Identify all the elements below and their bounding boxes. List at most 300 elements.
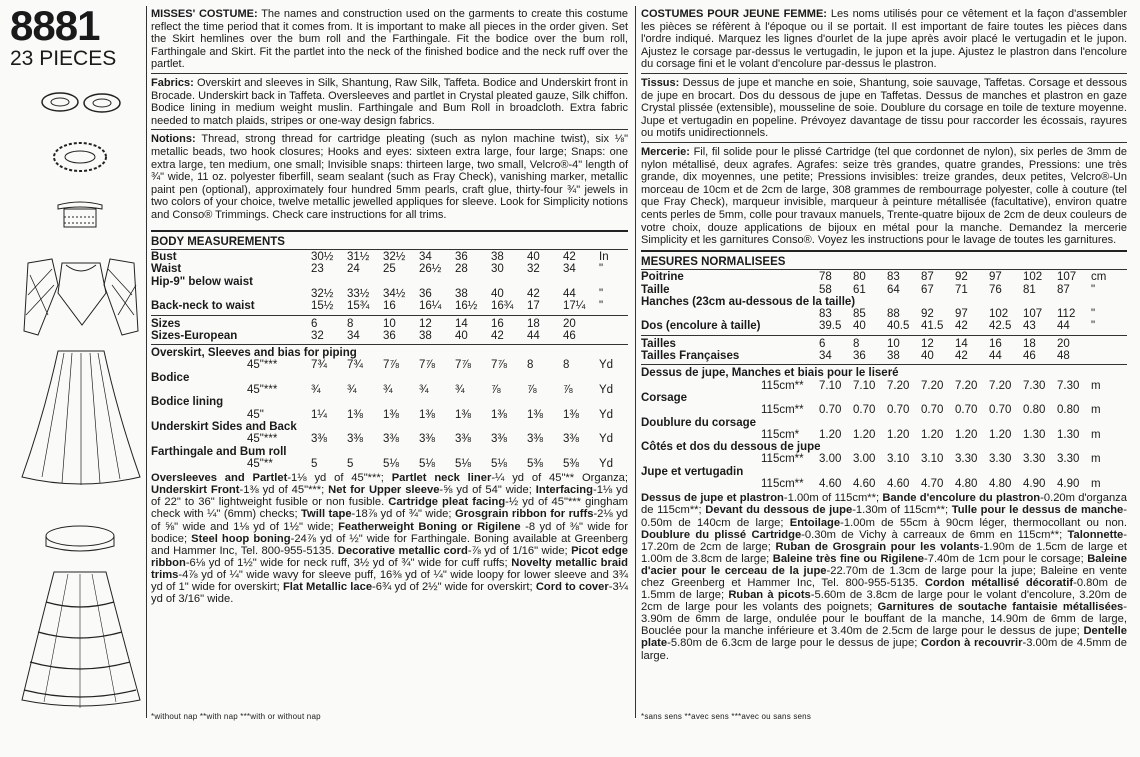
notion-amount: -½ yd of 45"*** gingham check with ¼" (6mm) checks; [151,496,628,521]
cell-value: 16¼ [419,300,442,313]
unit-label [599,276,628,288]
cell-value: 8 [347,317,354,330]
fabric-heading-row [151,421,628,433]
french-column [641,8,1127,662]
table-row [151,359,628,371]
unit-label: " [1091,308,1096,321]
cell-value: 1.20 [989,428,1012,441]
fabric-width: 45"*** [247,433,278,446]
table-row [641,271,1127,283]
cell-value: 3.00 [853,453,876,466]
cell-value: 8 [563,359,570,372]
cell-value: 38 [491,251,504,264]
cell-value: 3⅜ [419,433,435,446]
notion-name: Novelty metallic braid trims [151,556,628,581]
fabric-heading-row [641,392,1127,404]
cell-value: 0.70 [887,404,910,417]
cell-value: 8 [527,359,534,372]
cell-value [887,296,921,308]
cell-value: 20 [1057,337,1070,350]
unit-label: m [1091,428,1101,441]
row-label: Taille [641,283,670,296]
notion-amount: -5.60m de 3.8cm de large pour le volant d'encolure, 3.20m de 2cm de large pour les volants des poignets; [641,589,1127,614]
fabric-heading-row [641,441,1127,453]
cell-value [563,276,599,288]
notion-name: Featherweight Boning or Rigilene [338,520,521,533]
table-row [641,404,1127,416]
unit-label [1091,338,1127,350]
fabric-heading: Overskirt, Sleeves and bias for piping [151,347,357,360]
unit-label: Yd [599,457,614,470]
notion-amount: -2⅛ yd of ⅝" wide and 1⅛ yd of 1½" wide; [151,508,629,533]
fabric-heading: Underskirt Sides and Back [151,420,297,433]
cell-value: 87 [921,271,934,284]
cell-value: 7.10 [853,379,876,392]
intro-text-en: The names and construction used on the garments to create this costume reflect the time period that it comes from. It is important to make all pieces in the order given. Set the Skirt hemlines over the bum roll and the Farthingale. Fit the bodice over the bum roll, Farthingale and Skirt. Fit the partlet into the neck of the finished bodice and the neck ruff over the partlet. [151,8,629,71]
cell-value: 5⅜ [527,457,543,470]
intro-title-fr: COSTUMES POUR JEUNE FEMME: [641,8,827,20]
table-row [151,458,628,470]
cell-value: 87 [1057,283,1070,296]
cell-value: 40 [921,350,934,363]
body-measurements-title-fr: MESURES NORMALISEES [641,255,786,268]
cell-value: 48 [1057,350,1070,363]
cell-value: 78 [819,271,832,284]
cell-value [383,276,419,288]
cell-value: ¾ [383,384,393,397]
cell-value: 1.20 [955,428,978,441]
cell-value: 67 [921,283,934,296]
fabric-heading: Farthingale and Bum roll [151,445,287,458]
cell-value: 83 [819,308,832,321]
cell-value: 14 [955,337,968,350]
cell-value: 16½ [455,300,478,313]
cell-value: 7⅞ [455,359,471,372]
unit-label: m [1091,404,1101,417]
row-label [151,288,311,300]
notion-name: Partlet neck liner [391,472,492,485]
cell-value: 97 [955,308,968,321]
cell-value: 4.70 [921,478,944,491]
fabric-heading: Bodice lining [151,396,224,409]
cell-value: 7.20 [921,379,944,392]
table-row [151,263,628,275]
fabric-heading: Jupe et vertugadin [641,465,744,478]
notion-name: Devant du dessous de jupe [705,504,853,517]
cell-value: 42 [527,287,540,300]
table-row [641,453,1127,465]
cell-value: 0.70 [853,404,876,417]
cell-value: 71 [955,283,968,296]
cell-value: 1.20 [921,428,944,441]
row-label: Tailles Françaises [641,350,740,363]
cell-value: 107 [1057,271,1077,284]
notion-name: Cord to cover [535,580,609,593]
cell-value: 32½ [311,287,334,300]
intro-text-fr: Les noms utilisés pour ce vêtement et la façon d'assembler les pièces se réfèrent à l'époque ou il se portait. Il est important de faire toutes les pièces dans l'ordre indiqué. Marquez les lignes d'ourlet de la jupe après avoir placé le vertugadin et le jupon. Ajustez le corsage par-dessus le vertugadin, le jupon et la jupe. Ajustez le plastron dans l'encolure du corsage fini et le volant d'encolure par-dessus le plastron. [641,8,1127,71]
table-row [151,276,628,288]
cell-value: 4.60 [887,478,910,491]
unit-label: " [599,263,604,276]
cell-value: 1.30 [1057,428,1080,441]
cell-value: 44 [563,287,576,300]
cell-value: 18 [1023,337,1036,350]
bodice-sketch [18,255,143,340]
cell-value: 7.20 [955,379,978,392]
cell-value: 10 [887,337,900,350]
pattern-header [10,2,145,70]
cell-value: 43 [1023,320,1036,333]
cell-value [311,276,347,288]
measurements-table-fr [641,271,1127,332]
notion-name: Baleine très fine ou Rigilene [772,552,924,565]
cell-value: 5⅛ [491,457,507,470]
cell-value: 38 [419,329,432,342]
cell-value: 34½ [383,287,406,300]
notion-name: Twill tape [301,508,352,521]
table-row [641,380,1127,392]
cell-value: 3.30 [989,453,1012,466]
notion-name: Underskirt Front [151,484,240,497]
farthingale-sketch [18,512,143,712]
cell-value: 15½ [311,300,334,313]
notion-amount: -3.90m de 6mm de large, ondulée pour le bouffant de la manche, 14.90m de 6mm de large, Bouclée pour la manche inférieure et 3.40m de 2.5cm de large pour le dessus de jupe; [641,601,1127,638]
body-measurements-title-en: BODY MEASUREMENTS [151,235,285,248]
cell-value: 1.20 [819,428,842,441]
cell-value [419,276,455,288]
cell-value: 46 [1023,350,1036,363]
row-label: Sizes-European [151,329,238,342]
cell-value: 12 [921,337,934,350]
sizes-table-en [151,318,628,343]
notion-amount: -18⅞ yd of ¾" wide; [351,508,455,521]
notion-amount: -⅝ yd of 54" wide; [439,484,536,497]
cell-value [491,276,527,288]
cell-value: 33½ [347,287,370,300]
cell-value: 61 [853,283,866,296]
cell-value: 34 [563,263,576,276]
notion-name: Grosgrain ribbon for ruffs [454,508,594,521]
cell-value: 16 [989,337,1002,350]
fabric-width: 115cm** [761,404,804,417]
cell-value: 0.70 [921,404,944,417]
cell-value: 42 [563,251,576,264]
unit-label: cm [1091,271,1107,284]
notion-amount: -1.00m of 115cm**; [783,492,883,505]
notion-name: Ruban de Grosgrain pour les volants [775,540,980,553]
cell-value: 0.70 [819,404,842,417]
cell-value: 36 [455,251,468,264]
cell-value: 34 [419,251,432,264]
notion-amount: -3.00m de 4.5mm de large. [641,637,1127,662]
cell-value: 12 [419,317,432,330]
cell-value: 10 [383,317,396,330]
notion-amount: -1⅛ yd of 45"***; [287,472,392,485]
table-row [151,251,628,263]
fabric-heading-row [151,396,628,408]
notion-amount: -6¾ yd of 2½" wide for overskirt; [372,580,536,593]
cell-value: 42 [955,320,968,333]
unit-label: In [599,251,609,264]
cell-value: 1.20 [887,428,910,441]
cell-value [455,276,491,288]
cell-value: 24 [347,263,360,276]
fabric-width: 45" [247,408,264,421]
fabric-width: 115cm** [761,453,804,466]
notion-name: Dessus de jupe et plastron [641,492,784,505]
fabric-width: 45"** [247,457,273,470]
notion-name: Oversleeves and Partlet [151,472,288,485]
cell-value: 16¾ [491,300,514,313]
cell-value: 18 [527,317,540,330]
cell-value: 36 [419,287,432,300]
row-label: Sizes [151,317,181,330]
cell-value: 3.30 [1057,453,1080,466]
cell-value: 4.60 [853,478,876,491]
notion-amount: -⅞ yd of 1/16" wide; [467,544,572,557]
row-label: Waist [151,263,182,276]
cell-value: 40 [853,320,866,333]
cell-value: 5⅜ [563,457,579,470]
notion-amount: -3¼ yd of 3/16" wide. [151,580,628,606]
piece-count: 23 PIECES [10,47,117,70]
notion-name: Doublure du plissé Cartridge [641,528,802,541]
unit-label: m [1091,453,1101,466]
table-row [641,338,1127,350]
cell-value: 32½ [383,251,406,264]
notion-name: Tulle pour le dessus de manche [951,504,1124,517]
notion-amount: -1.90m de 1.5cm de large et 1.00m de 3.8cm de large; [641,540,1127,565]
cell-value: 85 [853,308,866,321]
notion-amount: -24⅞ yd of ½" wide for Farthingale. Boning available at Greenberg and Hammer Inc, Tel. 800-955-5135. [151,532,628,557]
notion-name: Cordon à recouvrir [920,637,1023,650]
cell-value: 5⅛ [383,457,399,470]
table-row [151,288,628,300]
cell-value: 1.20 [853,428,876,441]
fabric-width: 115cm** [761,379,804,392]
cell-value [921,296,955,308]
cell-value: 4.80 [955,478,978,491]
notion-name: Dentelle plate [641,625,1127,650]
fabric-width: 115cm** [761,478,804,491]
fabric-heading-row [641,367,1127,379]
cell-value: 64 [887,283,900,296]
cell-value: ¾ [455,384,465,397]
cell-value: 17¼ [563,300,586,313]
notion-name: Flat Metallic lace [282,580,373,593]
cell-value: 3⅜ [383,433,399,446]
fabric-heading: Côtés et dos du dessous de jupe [641,441,821,454]
cell-value: 3.30 [955,453,978,466]
cell-value: 5⅛ [419,457,435,470]
notion-amount: -4⅞ yd of ¼" wide wavy for sleeve puff, 16⅜ yd of ¼" wide loopy for lower sleeve and 3¾ yd of 1" wide for overskirt; [151,568,628,593]
notion-amount: -22.70m de 1.3cm de large pour la jupe; Baleine en vente chez Greenberg et Hammer Inc, Tel. 800-955-5135. [641,564,1127,589]
notion-name: Net for Upper sleeve [328,484,440,497]
yardage-table-fr [641,367,1127,490]
cell-value: 40 [491,287,504,300]
cell-value: 8 [853,337,860,350]
row-label: Dos (encolure à taille) [641,320,761,333]
cell-value: 1⅜ [455,408,471,421]
cell-value: 107 [1023,308,1043,321]
notion-amount: -1⅜ yd of 45"***; [239,484,329,497]
column-divider-middle [635,6,636,718]
table-row [641,429,1127,441]
cell-value: 3⅜ [455,433,471,446]
row-label: Tailles [641,337,676,350]
cell-value: 80 [853,271,866,284]
row-label: Hanches (23cm au-dessous de la taille) [641,295,856,308]
sizes-table-fr [641,338,1127,363]
cell-value: 23 [311,263,324,276]
unit-label: Yd [599,384,614,397]
cell-value: 17 [527,300,540,313]
notion-name: Ruban à picots [728,589,811,602]
cell-value: ⅞ [491,384,501,397]
cell-value: 32 [527,263,540,276]
unit-label [599,318,628,330]
column-divider-left [146,6,147,718]
cell-value: 1.30 [1023,428,1046,441]
cell-value: 26½ [419,263,442,276]
unit-label: Yd [599,408,614,421]
cell-value: 7.30 [1023,379,1046,392]
notion-amount: -6⅛ yd of 1½" wide for neck ruff, 3½ yd of ¾" wide for cuff ruffs; [185,556,512,569]
fabric-heading: Doublure du corsage [641,416,757,429]
notion-name: Baleine d'acier pour le cerceau de la jupe [641,552,1127,577]
cuff-ruff-sketch [50,137,110,177]
unit-label: Yd [599,359,614,372]
intro-en [151,8,628,71]
notion-amount: -17.20m de 2cm de large; [641,528,1127,553]
cell-value: 4.60 [819,478,842,491]
cell-value: 97 [989,271,1002,284]
unit-label: " [599,287,604,300]
cell-value: 39.5 [819,320,842,333]
measurements-table-en [151,251,628,312]
neck-ruff-sketch [50,195,110,235]
cell-value: 5 [347,457,354,470]
notions-yardage-en [151,472,628,605]
fabric-heading-row [641,417,1127,429]
fabric-width: 45"*** [247,384,278,397]
cell-value: 46 [563,329,576,342]
unit-label: Yd [599,433,614,446]
cell-value: 42.5 [989,320,1012,333]
cell-value: 34 [819,350,832,363]
cell-value: 16 [383,300,396,313]
cell-value: 3⅜ [311,433,327,446]
intro-title-en: MISSES' COSTUME: [151,8,258,20]
cell-value: 40 [455,329,468,342]
unit-label: m [1091,379,1101,392]
table-row [151,300,628,312]
cell-value: 7⅞ [491,359,507,372]
cell-value: 42 [491,329,504,342]
cell-value: 4.90 [1057,478,1080,491]
cell-value: 3⅜ [527,433,543,446]
cell-value: 36 [383,329,396,342]
table-row [641,320,1127,332]
fabric-heading-row [151,446,628,458]
fabric-heading-row [641,466,1127,478]
cell-value: 30 [491,263,504,276]
cell-value: 31½ [347,251,370,264]
unit-label: m [1091,478,1101,491]
cell-value: 6 [819,337,826,350]
cell-value: 44 [989,350,1002,363]
fabric-heading: Dessus de jupe, Manches et biais pour le liseré [641,367,899,380]
cell-value: 20 [563,317,576,330]
row-label: Back-neck to waist [151,300,255,313]
notion-amount: -7.40m de 1cm pour le corsage; [924,552,1088,565]
cell-value: 7.30 [1057,379,1080,392]
notion-amount: -0.80m de 1.5mm de large; [641,576,1128,602]
overskirt-sketch [18,345,143,490]
table-row [151,318,628,330]
cell-value: 1⅜ [563,408,579,421]
notion-amount: -8 yd of ⅜" wide for bodice; [151,520,629,545]
table-row [641,308,1127,320]
notions-text-en: Thread, strong thread for cartridge pleating (such as nylon machine twist), six ⅛" metallic beads, two hook closures; Hooks and eyes: sixteen extra large, four large; Snaps: one extra large, ten medium, one small; Invisible snaps: thirteen large, two small, Velcro®-4" length of ¾" wide, 11 oz. polyester fiberfill, seam sealant (such as Fray Check), vanishing marker, metallic paint pen (optional), approximately four hundred 5mm pearls, craft glue, thirty-four ¾" jewels in two colors of your choice, twelve metallic jewelled appliques for sleeve. Look for Simplicity notions and Conso® Trimmings. Check care instructions for all trims. [151,133,628,221]
cell-value: 3.30 [1023,453,1046,466]
notion-amount: -0.30m de Vichy à carreaux de 6mm en 115cm**; [801,528,1068,541]
table-row [151,433,628,445]
notion-name: Picot edge ribbon [151,544,628,569]
notion-name: Bande d'encolure du plastron [882,492,1041,505]
cell-value: 1⅜ [527,408,543,421]
fabrics-text-en: Overskirt and sleeves in Silk, Shantung, Raw Silk, Taffeta. Bodice and Underskirt front in Brocade. Underskirt back in Taffeta. Oversleeves and partlet in Crystal pleated gauze, Silk chiffon. Bodice lining in medium weight muslin. Farthingale and Bum Roll in broadcloth. Extra fabric needed to match plaids, stripes or one-way design fabrics. [151,76,628,127]
notion-name: Steel hoop boning [191,532,291,545]
cell-value: 92 [955,271,968,284]
fabric-heading-row [151,372,628,384]
cell-value: 34 [347,329,360,342]
cell-value: 40 [527,251,540,264]
notion-name: Garnitures de soutache fantaisie métallisées [877,601,1124,614]
cell-value: 4.90 [1023,478,1046,491]
yardage-table-en [151,347,628,470]
notions-title-en: Notions: [151,133,196,146]
unit-label [599,330,628,342]
cell-value: 0.70 [955,404,978,417]
cell-value [1023,296,1057,308]
cell-value: 3⅜ [563,433,579,446]
row-label [641,308,819,320]
notions-text-fr: Fil, fil solide pour le plissé Cartridge (tel que cordonnet de nylon), six perles de 3mm de nylon métallisé, deux agrafes. Agrafes: seize très grandes, quatre grandes, Pressions: une très grande, dix moyennes, une petite; Pressions invisibles: treize grandes, deux petites, Velcro®-Un morceau de 10cm et de 2cm de large, 308 grammes de rembourrage polyester, colle à couture (tel que Fray Check), marqueur invisible, marqueur à peinture métallisée (facultative), environ quatre cents perles de 5mm, colle pour travaux manuels, Trente-quatre bijoux de 2cm de deux couleurs de votre choix, douze applications de bijoux en métal pour la manche. Demandez la mercerie Simplicity et les garnitures Conso®. Voyez les instructions pour le lavage de toutes les garnitures. [641,145,1127,247]
cell-value: 1⅜ [491,408,507,421]
footnote-en: *without nap **with nap ***with or without nap [151,712,321,721]
cell-value: 7.10 [819,379,842,392]
fabric-heading: Bodice [151,371,190,384]
fabrics-title-en: Fabrics: [151,76,194,89]
fabric-heading-row [151,347,628,359]
notion-amount: -1.30m of 115cm**; [852,504,952,517]
cell-value: ¾ [419,384,429,397]
cell-value: 88 [887,308,900,321]
notion-name: Interfacing [535,484,593,497]
cell-value: 7¾ [311,359,327,372]
cell-value: ⅞ [563,384,573,397]
cell-value: 7.20 [989,379,1012,392]
table-row [151,330,628,342]
cell-value: 32 [311,329,324,342]
row-label: Poitrine [641,271,684,284]
notion-name: Talonnette [1067,528,1124,541]
fabric-width: 115cm* [761,428,800,441]
cell-value: 5⅛ [455,457,471,470]
cell-value: 7⅞ [383,359,399,372]
cell-value [989,296,1023,308]
